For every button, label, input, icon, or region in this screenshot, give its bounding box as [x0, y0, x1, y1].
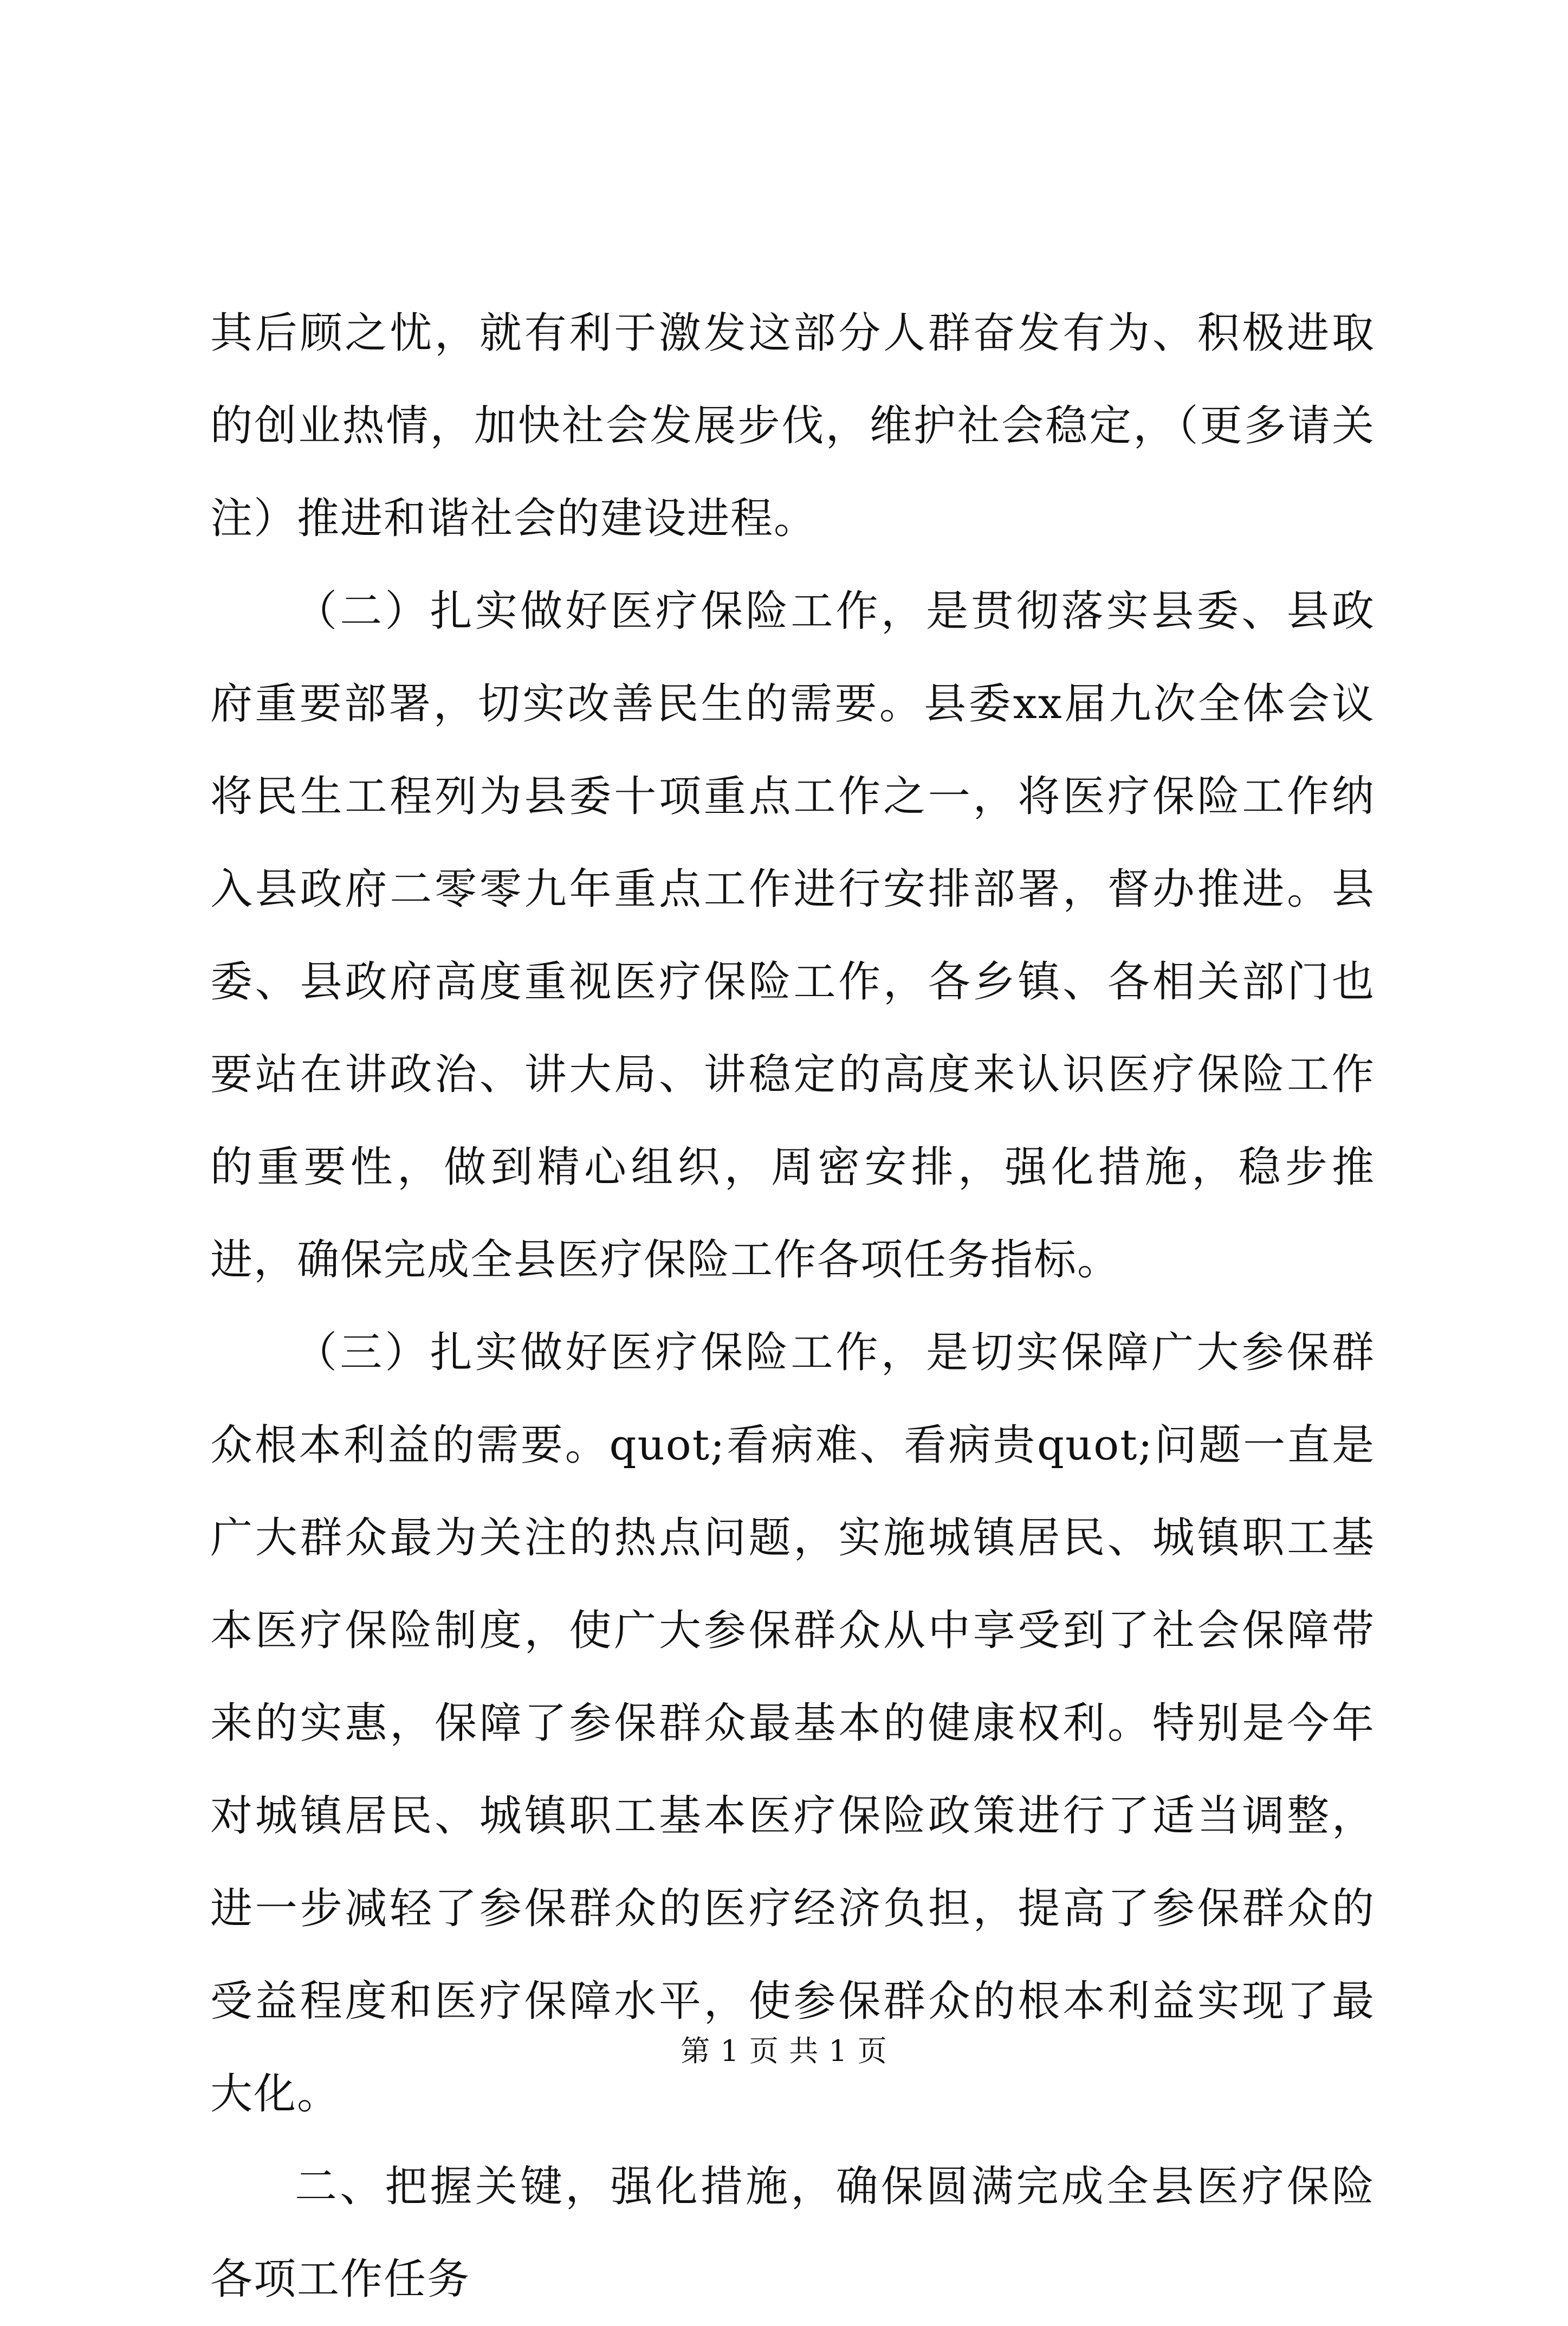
page-number-footer: 第 1 页 共 1 页: [681, 2034, 887, 2068]
paragraph-section-2: （二）扎实做好医疗保险工作，是贯彻落实县委、县政府重要部署，切实改善民生的需要。县委xx届九次全体会议将民生工程列为县委十项重点工作之一，将医疗保险工作纳入县政府二零零九年重点工作进行安排部署，督办推进。县委、县政府高度重视医疗保险工作，各乡镇、各相关部门也要站在讲政治、讲大局、讲稳定的高度来认识医疗保险工作的重要性，做到精心组织，周密安排，强化措施，稳步推进，确保完成全县医疗保险工作各项任务指标。: [210, 587, 1375, 1284]
document-body: [210, 287, 1375, 2326]
heading-part-2: 二、把握关键，强化措施，确保圆满完成全县医疗保险各项工作任务: [210, 2162, 1375, 2304]
paragraph-section-3: （三）扎实做好医疗保险工作，是切实保障广大参保群众根本利益的需要。quot;看病难、看病贵quot;问题一直是广大群众最为关注的热点问题，实施城镇居民、城镇职工基本医疗保险制度，使广大参保群众从中享受到了社会保障带来的实惠，保障了参保群众最基本的健康权利。特别是今年对城镇居民、城镇职工基本医疗保险政策进行了适当调整，进一步减轻了参保群众的医疗经济负担，提高了参保群众的受益程度和医疗保障水平，使参保群众的根本利益实现了最大化。: [210, 1328, 1375, 2118]
paragraph-continuation: 其后顾之忧，就有利于激发这部分人群奋发有为、积极进取的创业热情，加快社会发展步伐，维护社会稳定，（更多请关注）推进和谐社会的建设进程。: [210, 309, 1375, 543]
